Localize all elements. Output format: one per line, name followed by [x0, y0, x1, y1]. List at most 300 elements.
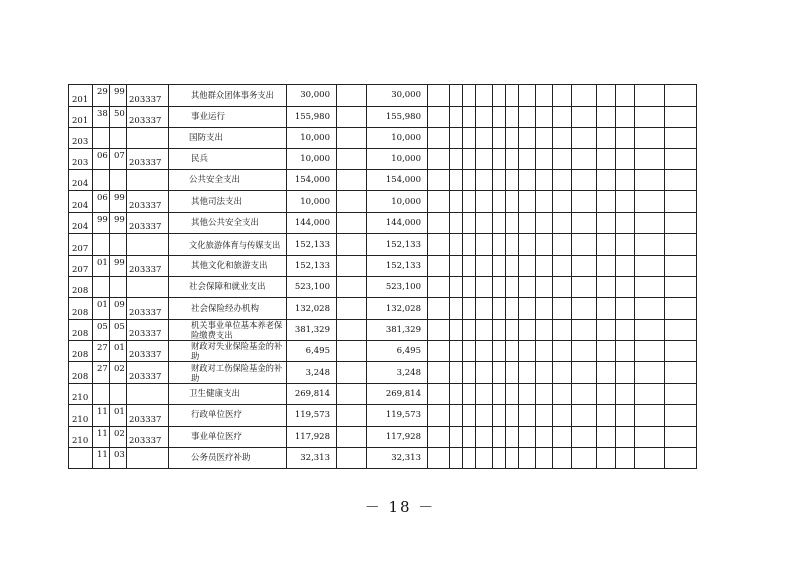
empty-cell	[536, 170, 553, 191]
org-code-cell	[127, 128, 169, 149]
empty-cell	[450, 170, 463, 191]
empty-cell	[506, 426, 519, 448]
item-name-cell: 行政单位医疗	[169, 405, 287, 427]
empty-cell	[665, 191, 697, 213]
class-code-cell: 208	[69, 319, 93, 341]
empty-cell	[572, 341, 597, 362]
org-code-cell: 203337	[127, 319, 169, 341]
xiang-code-cell: 50	[110, 106, 127, 128]
empty-cell	[519, 362, 536, 384]
empty-cell	[493, 405, 506, 427]
empty-cell	[665, 319, 697, 341]
org-code-cell: 203337	[127, 191, 169, 213]
empty-cell	[428, 426, 450, 448]
empty-cell	[506, 85, 519, 107]
empty-cell	[536, 128, 553, 149]
empty-cell	[616, 149, 635, 170]
total-amount-cell: 32,313	[287, 448, 337, 469]
empty-cell	[493, 212, 506, 234]
empty-cell	[463, 212, 476, 234]
class-code-cell: 208	[69, 277, 93, 298]
empty-cell	[597, 277, 616, 298]
xiang-code-cell: 99	[110, 191, 127, 213]
empty-cell	[450, 212, 463, 234]
empty-cell	[597, 448, 616, 469]
empty-cell	[553, 277, 572, 298]
empty-cell	[597, 212, 616, 234]
empty-cell	[428, 319, 450, 341]
total-amount-cell: 155,980	[287, 106, 337, 128]
kuan-code-cell: 11	[93, 405, 110, 427]
xiang-code-cell	[110, 234, 127, 256]
total-amount-cell: 3,248	[287, 362, 337, 384]
empty-cell	[428, 85, 450, 107]
empty-cell	[665, 106, 697, 128]
empty-cell	[616, 106, 635, 128]
empty-cell	[572, 277, 597, 298]
empty-cell	[616, 448, 635, 469]
empty-cell	[665, 383, 697, 404]
table-row	[69, 341, 697, 362]
xiang-code-cell	[110, 383, 127, 404]
empty-cell	[493, 255, 506, 277]
empty-cell	[536, 191, 553, 213]
empty-cell	[597, 341, 616, 362]
kuan-code-cell: 06	[93, 149, 110, 170]
empty-cell	[553, 191, 572, 213]
table-row	[69, 255, 697, 277]
kuan-code-cell: 01	[93, 255, 110, 277]
empty-cell	[635, 149, 665, 170]
empty-cell	[553, 234, 572, 256]
empty-cell	[428, 383, 450, 404]
empty-cell	[450, 106, 463, 128]
empty-cell	[572, 362, 597, 384]
empty-cell	[553, 362, 572, 384]
empty-cell	[493, 426, 506, 448]
empty-cell	[665, 362, 697, 384]
empty-cell	[450, 234, 463, 256]
empty-cell	[476, 234, 493, 256]
empty-cell	[428, 212, 450, 234]
item-name-cell: 其他公共安全支出	[169, 212, 287, 234]
empty-cell	[635, 298, 665, 320]
empty-cell	[597, 149, 616, 170]
empty-cell	[337, 341, 367, 362]
item-name-cell: 公共安全支出	[169, 170, 287, 191]
kuan-code-cell: 06	[93, 191, 110, 213]
item-name-cell: 事业单位医疗	[169, 426, 287, 448]
empty-cell	[337, 191, 367, 213]
empty-cell	[337, 128, 367, 149]
class-code-cell: 208	[69, 362, 93, 384]
class-code-cell: 208	[69, 298, 93, 320]
empty-cell	[463, 85, 476, 107]
empty-cell	[450, 405, 463, 427]
empty-cell	[493, 448, 506, 469]
xiang-code-cell: 03	[110, 448, 127, 469]
empty-cell	[519, 448, 536, 469]
empty-cell	[493, 319, 506, 341]
empty-cell	[665, 149, 697, 170]
empty-cell	[493, 277, 506, 298]
empty-cell	[553, 212, 572, 234]
empty-cell	[337, 170, 367, 191]
empty-cell	[635, 170, 665, 191]
empty-cell	[519, 234, 536, 256]
empty-cell	[337, 426, 367, 448]
xiang-code-cell: 01	[110, 341, 127, 362]
class-code-cell: 210	[69, 383, 93, 404]
empty-cell	[463, 383, 476, 404]
basic-amount-cell: 10,000	[367, 149, 428, 170]
empty-cell	[553, 405, 572, 427]
empty-cell	[553, 298, 572, 320]
empty-cell	[536, 234, 553, 256]
empty-cell	[476, 405, 493, 427]
empty-cell	[476, 191, 493, 213]
empty-cell	[519, 405, 536, 427]
empty-cell	[616, 85, 635, 107]
table-row	[69, 383, 697, 404]
empty-cell	[519, 128, 536, 149]
item-name-cell: 卫生健康支出	[169, 383, 287, 404]
empty-cell	[428, 191, 450, 213]
empty-cell	[337, 298, 367, 320]
empty-cell	[597, 362, 616, 384]
total-amount-cell: 119,573	[287, 405, 337, 427]
empty-cell	[572, 212, 597, 234]
basic-amount-cell: 523,100	[367, 277, 428, 298]
empty-cell	[493, 149, 506, 170]
empty-cell	[635, 277, 665, 298]
empty-cell	[519, 319, 536, 341]
empty-cell	[536, 341, 553, 362]
empty-cell	[635, 383, 665, 404]
empty-cell	[493, 362, 506, 384]
empty-cell	[597, 128, 616, 149]
org-code-cell: 203337	[127, 149, 169, 170]
org-code-cell	[127, 448, 169, 469]
empty-cell	[463, 405, 476, 427]
empty-cell	[635, 341, 665, 362]
class-code-cell: 204	[69, 212, 93, 234]
table-row	[69, 277, 697, 298]
empty-cell	[572, 191, 597, 213]
xiang-code-cell: 07	[110, 149, 127, 170]
empty-cell	[665, 341, 697, 362]
empty-cell	[635, 191, 665, 213]
org-code-cell: 203337	[127, 341, 169, 362]
item-name-cell: 其他司法支出	[169, 191, 287, 213]
table-row	[69, 149, 697, 170]
total-amount-cell: 152,133	[287, 234, 337, 256]
empty-cell	[450, 128, 463, 149]
table-row	[69, 319, 697, 341]
empty-cell	[463, 255, 476, 277]
empty-cell	[665, 170, 697, 191]
class-code-cell: 201	[69, 106, 93, 128]
empty-cell	[428, 149, 450, 170]
empty-cell	[463, 128, 476, 149]
empty-cell	[337, 362, 367, 384]
total-amount-cell: 30,000	[287, 85, 337, 107]
empty-cell	[476, 426, 493, 448]
total-amount-cell: 10,000	[287, 191, 337, 213]
empty-cell	[597, 383, 616, 404]
empty-cell	[572, 85, 597, 107]
table-row	[69, 191, 697, 213]
item-name-cell: 财政对工伤保险基金的补助	[169, 362, 287, 384]
empty-cell	[506, 448, 519, 469]
xiang-code-cell: 02	[110, 362, 127, 384]
empty-cell	[572, 128, 597, 149]
class-code-cell: 210	[69, 426, 93, 448]
empty-cell	[536, 212, 553, 234]
empty-cell	[476, 383, 493, 404]
class-code-cell: 210	[69, 405, 93, 427]
empty-cell	[506, 128, 519, 149]
basic-amount-cell: 132,028	[367, 298, 428, 320]
empty-cell	[463, 170, 476, 191]
empty-cell	[616, 128, 635, 149]
table-row	[69, 170, 697, 191]
empty-cell	[476, 277, 493, 298]
basic-amount-cell: 119,573	[367, 405, 428, 427]
total-amount-cell: 144,000	[287, 212, 337, 234]
empty-cell	[536, 362, 553, 384]
xiang-code-cell: 02	[110, 426, 127, 448]
class-code-cell: 203	[69, 149, 93, 170]
empty-cell	[616, 319, 635, 341]
empty-cell	[506, 405, 519, 427]
empty-cell	[635, 362, 665, 384]
empty-cell	[635, 234, 665, 256]
empty-cell	[616, 277, 635, 298]
empty-cell	[428, 170, 450, 191]
empty-cell	[616, 341, 635, 362]
empty-cell	[493, 106, 506, 128]
empty-cell	[476, 255, 493, 277]
empty-cell	[616, 362, 635, 384]
table-row	[69, 362, 697, 384]
empty-cell	[616, 170, 635, 191]
empty-cell	[553, 341, 572, 362]
empty-cell	[450, 298, 463, 320]
empty-cell	[597, 191, 616, 213]
empty-cell	[665, 405, 697, 427]
basic-amount-cell: 154,000	[367, 170, 428, 191]
empty-cell	[506, 255, 519, 277]
empty-cell	[536, 426, 553, 448]
class-code-cell: 208	[69, 341, 93, 362]
empty-cell	[536, 85, 553, 107]
empty-cell	[463, 448, 476, 469]
empty-cell	[536, 383, 553, 404]
org-code-cell	[127, 170, 169, 191]
empty-cell	[665, 128, 697, 149]
empty-cell	[553, 149, 572, 170]
empty-cell	[506, 234, 519, 256]
empty-cell	[463, 319, 476, 341]
item-name-cell: 社会保障和就业支出	[169, 277, 287, 298]
empty-cell	[635, 426, 665, 448]
empty-cell	[553, 448, 572, 469]
empty-cell	[597, 298, 616, 320]
item-name-cell: 其他文化和旅游支出	[169, 255, 287, 277]
empty-cell	[597, 319, 616, 341]
empty-cell	[337, 319, 367, 341]
empty-cell	[506, 341, 519, 362]
empty-cell	[463, 277, 476, 298]
empty-cell	[519, 383, 536, 404]
class-code-cell: 204	[69, 191, 93, 213]
table-row	[69, 426, 697, 448]
item-name-cell: 事业运行	[169, 106, 287, 128]
empty-cell	[572, 426, 597, 448]
empty-cell	[506, 383, 519, 404]
empty-cell	[506, 191, 519, 213]
empty-cell	[536, 405, 553, 427]
empty-cell	[553, 255, 572, 277]
xiang-code-cell: 05	[110, 319, 127, 341]
empty-cell	[493, 128, 506, 149]
empty-cell	[616, 212, 635, 234]
org-code-cell: 203337	[127, 426, 169, 448]
empty-cell	[450, 448, 463, 469]
empty-cell	[597, 426, 616, 448]
empty-cell	[536, 106, 553, 128]
empty-cell	[476, 448, 493, 469]
empty-cell	[519, 85, 536, 107]
empty-cell	[337, 149, 367, 170]
empty-cell	[553, 319, 572, 341]
empty-cell	[519, 149, 536, 170]
basic-amount-cell: 10,000	[367, 128, 428, 149]
empty-cell	[553, 170, 572, 191]
org-code-cell	[127, 234, 169, 256]
empty-cell	[337, 212, 367, 234]
empty-cell	[428, 234, 450, 256]
item-name-cell: 公务员医疗补助	[169, 448, 287, 469]
empty-cell	[493, 383, 506, 404]
empty-cell	[519, 255, 536, 277]
empty-cell	[597, 234, 616, 256]
class-code-cell	[69, 448, 93, 469]
total-amount-cell: 10,000	[287, 149, 337, 170]
table-row	[69, 212, 697, 234]
item-name-cell: 其他群众团体事务支出	[169, 85, 287, 107]
empty-cell	[553, 106, 572, 128]
empty-cell	[616, 191, 635, 213]
empty-cell	[337, 383, 367, 404]
empty-cell	[665, 234, 697, 256]
xiang-code-cell: 99	[110, 212, 127, 234]
class-code-cell: 203	[69, 128, 93, 149]
basic-amount-cell: 152,133	[367, 255, 428, 277]
table-row	[69, 405, 697, 427]
basic-amount-cell: 144,000	[367, 212, 428, 234]
empty-cell	[493, 85, 506, 107]
empty-cell	[506, 212, 519, 234]
empty-cell	[572, 255, 597, 277]
basic-amount-cell: 6,495	[367, 341, 428, 362]
empty-cell	[616, 405, 635, 427]
empty-cell	[450, 191, 463, 213]
empty-cell	[616, 426, 635, 448]
empty-cell	[665, 298, 697, 320]
total-amount-cell: 523,100	[287, 277, 337, 298]
org-code-cell: 203337	[127, 106, 169, 128]
empty-cell	[506, 319, 519, 341]
total-amount-cell: 154,000	[287, 170, 337, 191]
empty-cell	[450, 362, 463, 384]
kuan-code-cell: 27	[93, 341, 110, 362]
empty-cell	[428, 106, 450, 128]
empty-cell	[476, 149, 493, 170]
basic-amount-cell: 117,928	[367, 426, 428, 448]
empty-cell	[616, 298, 635, 320]
empty-cell	[536, 255, 553, 277]
empty-cell	[635, 106, 665, 128]
table-row	[69, 298, 697, 320]
budget-table	[68, 84, 697, 469]
empty-cell	[616, 383, 635, 404]
table-row	[69, 448, 697, 469]
class-code-cell: 207	[69, 234, 93, 256]
total-amount-cell: 10,000	[287, 128, 337, 149]
empty-cell	[506, 362, 519, 384]
org-code-cell: 203337	[127, 362, 169, 384]
item-name-cell: 财政对失业保险基金的补助	[169, 341, 287, 362]
class-code-cell: 204	[69, 170, 93, 191]
basic-amount-cell: 30,000	[367, 85, 428, 107]
empty-cell	[665, 426, 697, 448]
kuan-code-cell	[93, 170, 110, 191]
empty-cell	[476, 85, 493, 107]
item-name-cell: 社会保险经办机构	[169, 298, 287, 320]
empty-cell	[635, 405, 665, 427]
total-amount-cell: 152,133	[287, 255, 337, 277]
empty-cell	[572, 149, 597, 170]
empty-cell	[463, 149, 476, 170]
empty-cell	[572, 319, 597, 341]
kuan-code-cell: 27	[93, 362, 110, 384]
empty-cell	[665, 255, 697, 277]
basic-amount-cell: 3,248	[367, 362, 428, 384]
total-amount-cell: 381,329	[287, 319, 337, 341]
table-row	[69, 128, 697, 149]
empty-cell	[476, 341, 493, 362]
table-row	[69, 106, 697, 128]
empty-cell	[450, 277, 463, 298]
xiang-code-cell	[110, 277, 127, 298]
empty-cell	[476, 212, 493, 234]
empty-cell	[337, 448, 367, 469]
empty-cell	[597, 170, 616, 191]
empty-cell	[463, 234, 476, 256]
empty-cell	[572, 234, 597, 256]
kuan-code-cell	[93, 234, 110, 256]
empty-cell	[463, 426, 476, 448]
empty-cell	[337, 277, 367, 298]
empty-cell	[476, 170, 493, 191]
empty-cell	[450, 426, 463, 448]
empty-cell	[553, 426, 572, 448]
kuan-code-cell	[93, 128, 110, 149]
org-code-cell: 203337	[127, 298, 169, 320]
empty-cell	[428, 341, 450, 362]
